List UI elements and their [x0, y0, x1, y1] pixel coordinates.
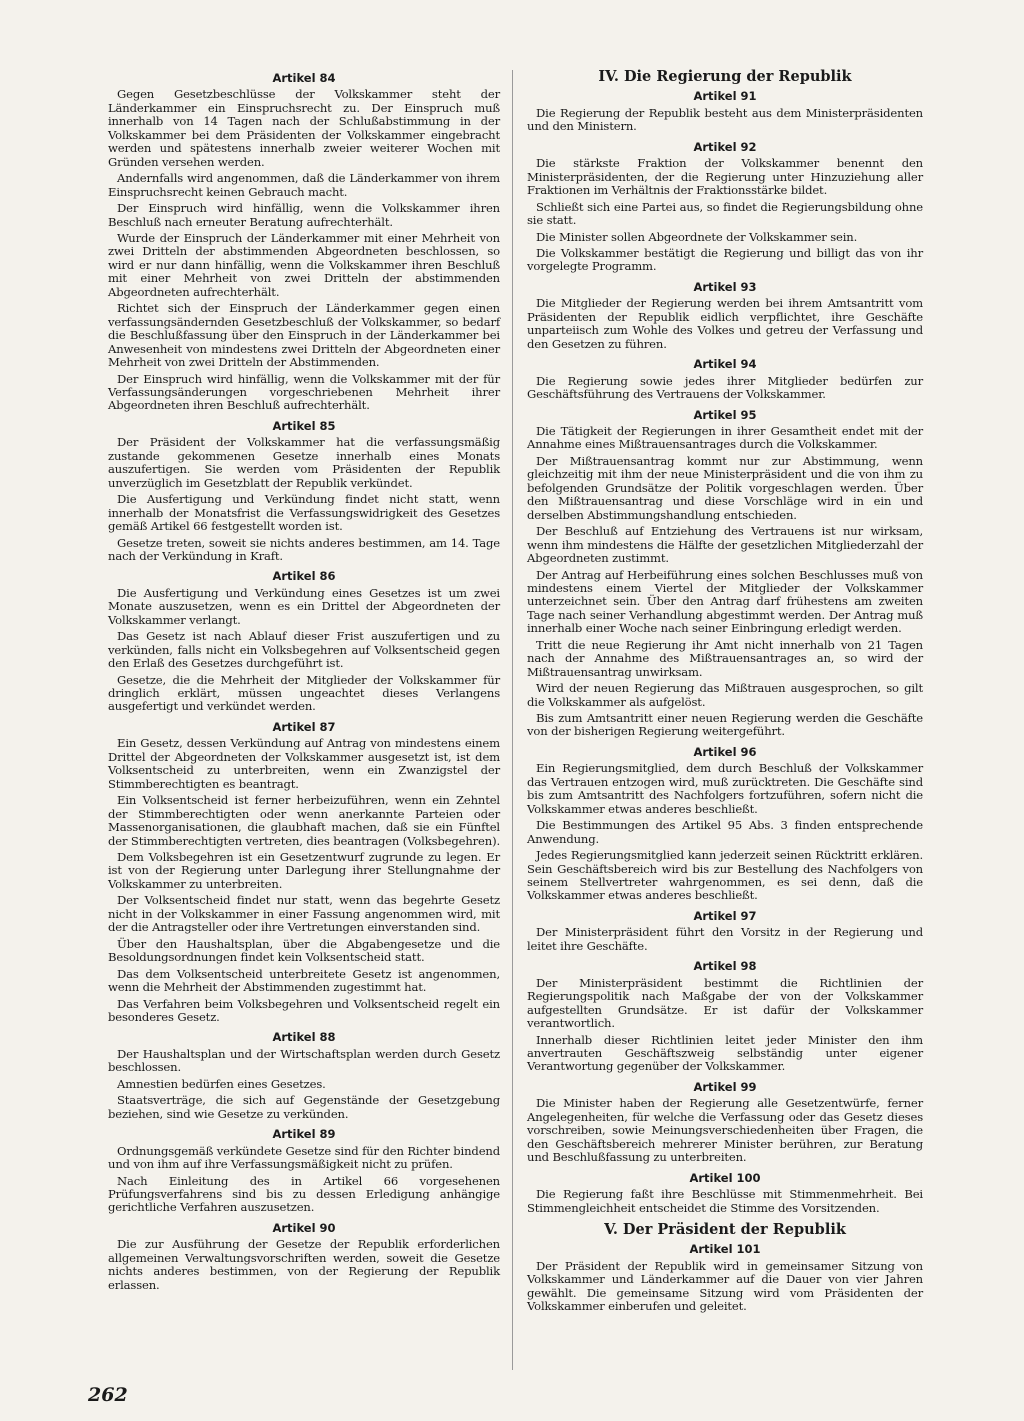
article-paragraph: Ordnungsgemäß verkündete Gesetze sind für den Richter bindend und von ihm auf ihre Verfassungsmäßigkeit nicht zu prüfen.: [108, 1143, 500, 1172]
article-paragraph: Richtet sich der Einspruch der Länderkammer gegen einen verfassungsändernden Gesetzbeschluß der Volkskammer, so bedarf die Beschlußfassung über den Einspruch in der Länderkammer bei Anwesenheit von mindestens zwei Dritteln der Abgeordneten einer Mehrheit von zwei Dritteln der Abstimmenden.: [108, 301, 500, 370]
left-column: [108, 72, 500, 1295]
article-paragraph: Die Bestimmungen des Artikel 95 Abs. 3 finden entsprechende Anwendung.: [527, 818, 923, 846]
article-title: Artikel 94: [693, 357, 757, 372]
page-number: 262: [88, 1384, 128, 1406]
article-paragraph: Der Haushaltsplan und der Wirtschaftsplan werden durch Gesetz beschlossen.: [108, 1046, 500, 1075]
article-title: Artikel 96: [693, 744, 757, 759]
article-paragraph: Die Regierung sowie jedes ihrer Mitglieder bedürfen zur Geschäftsführung des Vertrauens der Volkskammer.: [527, 373, 923, 402]
article-paragraph: Ein Volksentscheid ist ferner herbeizuführen, wenn ein Zehntel der Stimmberechtigten oder wenn anerkannte Parteien oder Massenorganisationen, die glaubhaft machen, daß sie ein Fünftel der Stimmberechtigten vertreten, dies beantragen (Volksbegehren).: [108, 793, 500, 848]
article-paragraph: Über den Haushaltsplan, über die Abgabengesetze und die Besoldungsordnungen findet kein Volksentscheid statt.: [108, 936, 500, 965]
article-paragraph: Wurde der Einspruch der Länderkammer mit einer Mehrheit von zwei Dritteln der abstimmenden Abgeordneten beschlossen, so wird er nur dann hinfällig, wenn die Volkskammer ihren Beschluß mit einer Mehrheit von zwei Dritteln der abstimmenden Abgeordneten aufrechterhält.: [108, 230, 500, 299]
article-title: Artikel 92: [693, 139, 757, 154]
article-paragraph: Der Volksentscheid findet nur statt, wenn das begehrte Gesetz nicht in der Volkskammer in einer Fassung angenommen wird, mit der die Antragsteller oder ihre Vertretungen einverstanden sind.: [108, 893, 500, 935]
article-paragraph: Das dem Volksentscheid unterbreitete Gesetz ist angenommen, wenn die Mehrheit der Abstimmenden zugestimmt hat.: [108, 966, 500, 995]
article-paragraph: Die stärkste Fraktion der Volkskammer benennt den Ministerpräsidenten, der die Regierung unter Hinzuziehung aller Fraktionen im Verhältnis der Fraktionsstärke bildet.: [527, 156, 923, 198]
article-paragraph: Das Gesetz ist nach Ablauf dieser Frist auszufertigen und zu verkünden, falls nicht ein Volksbegehren auf Volksentscheid gegen den Erlaß des Gesetzes durchgeführt ist.: [108, 629, 500, 671]
article-paragraph: Die zur Ausführung der Gesetze der Republik erforderlichen allgemeinen Verwaltungsvorschriften werden, soweit die Gesetze nichts anderes bestimmen, von der Regierung der Republik erlassen.: [108, 1237, 500, 1292]
article-paragraph: Die Minister haben der Regierung alle Gesetzentwürfe, ferner Angelegenheiten, für welche die Verfassung oder das Gesetz dieses vorschreiben, sowie Meinungsverschiedenheiten über Fragen, die den Geschäftsbereich mehrerer Minister berühren, zur Beratung und Beschlußfassung zu unterbreiten.: [527, 1096, 923, 1165]
article-title: Artikel 85: [272, 418, 336, 433]
article-title: Artikel 97: [693, 908, 757, 923]
article-title: Artikel 88: [272, 1030, 336, 1045]
article-paragraph: Der Präsident der Volkskammer hat die verfassungsmäßig zustande gekommenen Gesetze innerhalb eines Monats auszufertigen. Sie werden vom Präsidenten der Republik unverzüglich im Gesetzblatt der Republik verkündet.: [108, 435, 500, 490]
article-paragraph: Die Minister sollen Abgeordnete der Volkskammer sein.: [536, 229, 858, 244]
article-paragraph: Ein Regierungsmitglied, dem durch Beschluß der Volkskammer das Vertrauen entzogen wird, muß zurücktreten. Die Geschäfte sind bis zum Amtsantritt des Nachfolgers fortzuführen, sofern nicht die Volkskammer etwas anderes beschließt.: [527, 761, 923, 816]
article-paragraph: Der Einspruch wird hinfällig, wenn die Volkskammer ihren Beschluß nach erneuter Beratung aufrechterhält.: [108, 201, 500, 229]
article-paragraph: Der Präsident der Republik wird in gemeinsamer Sitzung von Volkskammer und Länderkammer auf die Dauer von vier Jahren gewählt. Die gemeinsame Sitzung wird vom Präsidenten der Volkskammer einberufen und geleitet.: [527, 1258, 923, 1314]
article-paragraph: Der Ministerpräsident bestimmt die Richtlinien der Regierungspolitik nach Maßgabe der von der Volkskammer aufgestellten Grundsätze. Er ist dafür der Volkskammer verantwortlich.: [527, 975, 923, 1031]
article-paragraph: Der Antrag auf Herbeiführung eines solchen Beschlusses muß von mindestens einem Viertel der Mitglieder der Volkskammer unterzeichnet sein. Über den Antrag darf frühestens am zweiten Tage nach seiner Verhandlung abgestimmt werden. Der Antrag muß innerhalb einer Woche nach seiner Einbringung erledigt werden.: [527, 567, 923, 636]
article-title: Artikel 87: [272, 719, 336, 734]
article-paragraph: Nach Einleitung des in Artikel 66 vorgesehenen Prüfungsverfahrens sind bis zu dessen Erledigung anhängige gerichtliche Verfahren auszusetzen.: [108, 1173, 500, 1215]
articles-praesident: [527, 1243, 923, 1313]
article-title: Artikel 99: [693, 1079, 757, 1094]
article-title: Artikel 86: [272, 569, 336, 584]
article-paragraph: Der Beschluß auf Entziehung des Vertrauens ist nur wirksam, wenn ihm mindestens die Hälfte der gesetzlichen Mitgliederzahl der Abgeordneten zustimmt.: [527, 524, 923, 566]
article-paragraph: Gesetze, die die Mehrheit der Mitglieder der Volkskammer für dringlich erklärt, müssen ungeachtet dieses Verlangens ausgefertigt und verkündet werden.: [108, 672, 500, 714]
articles-regierung: [527, 90, 923, 1215]
article-paragraph: Die Regierung der Republik besteht aus dem Ministerpräsidenten und den Ministern.: [527, 105, 923, 134]
article-paragraph: Das Verfahren beim Volksbegehren und Volksentscheid regelt ein besonderes Gesetz.: [108, 996, 500, 1024]
article-paragraph: Jedes Regierungsmitglied kann jederzeit seinen Rücktritt erklären. Sein Geschäftsbereich wird bis zur Bestellung des Nachfolgers von seinem Stellvertreter wahrgenommen, es sei denn, daß die Volkskammer etwas anderes beschließt.: [527, 848, 923, 903]
article-paragraph: Bis zum Amtsantritt einer neuen Regierung werden die Geschäfte von der bisherigen Regierung weitergeführt.: [527, 711, 923, 739]
column-divider: [512, 70, 513, 1370]
section-title-regierung: IV. Die Regierung der Republik: [598, 68, 852, 85]
article-title: Artikel 95: [693, 407, 757, 422]
article-title: Artikel 100: [689, 1170, 761, 1185]
article-title: Artikel 98: [693, 959, 757, 974]
article-paragraph: Die Mitglieder der Regierung werden bei ihrem Amtsantritt vom Präsidenten der Republik eidlich verpflichtet, ihre Geschäfte unparteiisch zum Wohle des Volkes und getreu der Verfassung und den Gesetzen zu führen.: [527, 296, 923, 351]
article-paragraph: Der Einspruch wird hinfällig, wenn die Volkskammer mit der für Verfassungsänderungen vorgeschriebenen Mehrheit ihrer Abgeordneten ihren Beschluß aufrechterhält.: [108, 371, 500, 413]
article-paragraph: Innerhalb dieser Richtlinien leitet jeder Minister den ihm anvertrauten Geschäftszweig selbständig unter eigener Verantwortung gegenüber der Volkskammer.: [527, 1032, 923, 1074]
article-paragraph: Tritt die neue Regierung ihr Amt nicht innerhalb von 21 Tagen nach der Annahme des Mißtrauensantrages an, so wird der Mißtrauensantrag unwirksam.: [527, 637, 923, 679]
article-title: Artikel 101: [689, 1242, 761, 1257]
article-paragraph: Die Regierung faßt ihre Beschlüsse mit Stimmenmehrheit. Bei Stimmengleichheit entscheidet die Stimme des Vorsitzenden.: [527, 1187, 923, 1215]
article-paragraph: Ein Gesetz, dessen Verkündung auf Antrag von mindestens einem Drittel der Abgeordneten der Volkskammer ausgesetzt ist, ist dem Volksentscheid zu unterbreiten, wenn ein Zwanzigstel der Stimmberechtigten es beantragt.: [108, 736, 500, 791]
article-paragraph: Staatsverträge, die sich auf Gegenstände der Gesetzgebung beziehen, sind wie Gesetze zu verkünden.: [108, 1093, 500, 1121]
article-title: Artikel 84: [272, 71, 336, 85]
article-title: Artikel 89: [272, 1127, 336, 1142]
right-column: [527, 70, 923, 1317]
article-paragraph: Dem Volksbegehren ist ein Gesetzentwurf zugrunde zu legen. Er ist von der Regierung unter Darlegung ihrer Stellungnahme der Volkskammer zu unterbreiten.: [108, 850, 500, 891]
article-paragraph: Die Tätigkeit der Regierungen in ihrer Gesamtheit endet mit der Annahme eines Mißtrauensantrages durch die Volkskammer.: [527, 423, 923, 452]
article-paragraph: Die Ausfertigung und Verkündung eines Gesetzes ist um zwei Monate auszusetzen, wenn es ein Drittel der Abgeordneten der Volkskammer verlangt.: [108, 585, 500, 627]
article-paragraph: Wird der neuen Regierung das Mißtrauen ausgesprochen, so gilt die Volkskammer als aufgelöst.: [527, 681, 923, 709]
article-paragraph: Gegen Gesetzbeschlüsse der Volkskammer steht der Länderkammer ein Einspruchsrecht zu. Der Einspruch muß innerhalb von 14 Tagen nach der Schlußabstimmung in der Volkskammer bei dem Präsidenten der Volkskammer eingebracht werden und spätestens innerhalb zweier weiterer Wochen mit Gründen versehen werden.: [108, 87, 500, 169]
article-paragraph: Amnestien bedürfen eines Gesetzes.: [117, 1076, 326, 1091]
article-title: Artikel 91: [693, 89, 757, 104]
article-paragraph: Der Mißtrauensantrag kommt nur zur Abstimmung, wenn gleichzeitig mit ihm der neue Ministerpräsident und die von ihm zu befolgenden Grundsätze der Politik vorgeschlagen werden. Über den Mißtrauensantrag und diese Vorschläge wird in ein und derselben Abstimmungshandlung entschieden.: [527, 453, 923, 522]
article-title: Artikel 90: [272, 1220, 336, 1235]
article-paragraph: Die Ausfertigung und Verkündung findet nicht statt, wenn innerhalb der Monatsfrist die Verfassungswidrigkeit des Gesetzes gemäß Artikel 66 festgestellt worden ist.: [108, 492, 500, 534]
article-title: Artikel 93: [693, 279, 757, 294]
article-paragraph: Der Ministerpräsident führt den Vorsitz in der Regierung und leitet ihre Geschäfte.: [527, 925, 923, 953]
article-paragraph: Schließt sich eine Partei aus, so findet die Regierungsbildung ohne sie statt.: [527, 199, 923, 228]
article-paragraph: Gesetze treten, soweit sie nichts anderes bestimmen, am 14. Tage nach der Verkündung in Kraft.: [108, 535, 500, 563]
article-paragraph: Die Volkskammer bestätigt die Regierung und billigt das von ihr vorgelegte Programm.: [527, 245, 923, 274]
section-title-praesident: V. Der Präsident der Republik: [604, 1220, 846, 1238]
article-paragraph: Andernfalls wird angenommen, daß die Länderkammer von ihrem Einspruchsrecht keinen Gebrauch macht.: [108, 171, 500, 199]
